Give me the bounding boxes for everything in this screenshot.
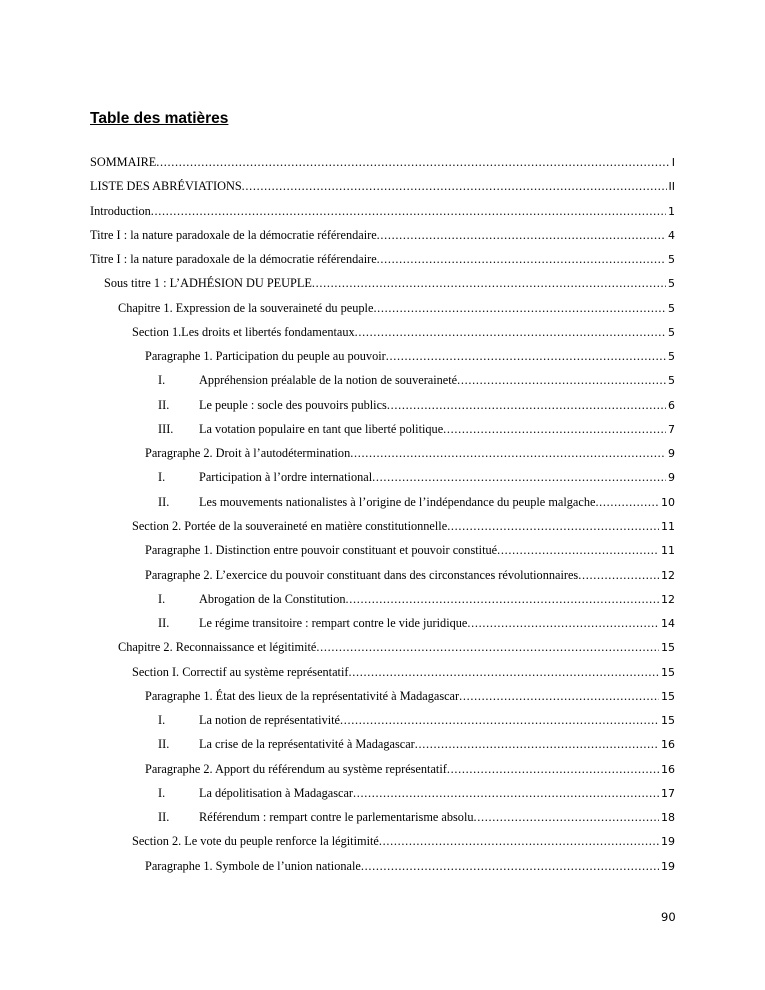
toc-entry[interactable] bbox=[90, 736, 675, 760]
toc-entry-page: 5 bbox=[668, 374, 675, 388]
toc-dot-leader bbox=[353, 785, 659, 802]
toc-entry-label: Paragraphe 2. L’exercice du pouvoir constituant dans des circonstances révolutionnaires bbox=[145, 567, 579, 582]
toc-entry-page: 4 bbox=[668, 228, 675, 242]
table-of-contents bbox=[90, 154, 675, 882]
toc-entry[interactable] bbox=[90, 591, 675, 615]
toc-entry[interactable] bbox=[90, 203, 675, 227]
toc-dot-leader bbox=[373, 300, 666, 317]
toc-entry[interactable] bbox=[90, 348, 675, 372]
toc-entry-label: Paragraphe 1. État des lieux de la représentativité à Madagascar bbox=[145, 688, 460, 703]
toc-entry-label: Chapitre 1. Expression de la souveraineté du peuple bbox=[118, 300, 374, 315]
toc-entry-label: Section 2. Portée de la souveraineté en matière constitutionnelle bbox=[132, 518, 448, 533]
toc-entry-label: Titre I : la nature paradoxale de la démocratie référendaire bbox=[90, 252, 377, 267]
toc-entry-number: II. bbox=[158, 616, 170, 631]
toc-dot-leader bbox=[377, 251, 666, 268]
toc-entry-label: Appréhension préalable de la notion de souveraineté bbox=[199, 373, 458, 388]
toc-entry[interactable] bbox=[90, 567, 675, 591]
toc-entry-page: 11 bbox=[661, 544, 675, 558]
toc-entry-page: 15 bbox=[661, 641, 675, 655]
toc-entry[interactable] bbox=[90, 275, 675, 299]
toc-entry-label: Participation à l’ordre international bbox=[199, 470, 373, 485]
toc-entry-label: Paragraphe 2. Apport du référendum au système représentatif bbox=[145, 761, 447, 776]
page-number: 90 bbox=[661, 910, 676, 924]
toc-entry-page: 6 bbox=[668, 398, 675, 412]
toc-entry-number: II. bbox=[158, 494, 170, 509]
toc-entry-page: II bbox=[668, 180, 675, 194]
toc-dot-leader bbox=[379, 833, 659, 850]
toc-dot-leader bbox=[467, 615, 659, 632]
toc-entry[interactable] bbox=[90, 445, 675, 469]
toc-entry-page: 11 bbox=[661, 519, 675, 533]
toc-dot-leader bbox=[443, 421, 666, 438]
toc-entry-page: 15 bbox=[661, 689, 675, 703]
toc-dot-leader bbox=[459, 688, 659, 705]
toc-dot-leader bbox=[316, 639, 659, 656]
toc-entry-label: Le régime transitoire : rempart contre le vide juridique bbox=[199, 616, 468, 631]
toc-entry[interactable] bbox=[90, 494, 675, 518]
toc-dot-leader bbox=[377, 227, 666, 244]
toc-entry-page: 12 bbox=[661, 592, 675, 606]
page-title: Table des matières bbox=[90, 110, 229, 127]
toc-entry-page: 19 bbox=[661, 835, 675, 849]
toc-entry-label: Section 1.Les droits et libertés fondamentaux bbox=[132, 324, 355, 339]
toc-entry-label: La notion de représentativité bbox=[199, 713, 341, 728]
toc-dot-leader bbox=[457, 372, 666, 389]
toc-entry[interactable] bbox=[90, 178, 675, 202]
toc-entry-label: La crise de la représentativité à Madagascar bbox=[199, 737, 415, 752]
toc-entry[interactable] bbox=[90, 688, 675, 712]
toc-entry[interactable] bbox=[90, 397, 675, 421]
toc-entry-number: II. bbox=[158, 737, 170, 752]
toc-entry-label: La votation populaire en tant que liberté politique bbox=[199, 421, 444, 436]
toc-entry[interactable] bbox=[90, 324, 675, 348]
toc-entry-number: II. bbox=[158, 397, 170, 412]
toc-entry-page: 15 bbox=[661, 665, 675, 679]
toc-entry-number: I. bbox=[158, 713, 166, 728]
toc-entry-page: 17 bbox=[661, 786, 675, 800]
toc-entry[interactable] bbox=[90, 785, 675, 809]
toc-entry-label: Sous titre 1 : L’ADHÉSION DU PEUPLE bbox=[104, 276, 312, 291]
toc-dot-leader bbox=[355, 324, 666, 341]
toc-entry-page: 10 bbox=[661, 495, 675, 509]
toc-entry-label: SOMMAIRE bbox=[90, 155, 157, 169]
toc-entry-label: Section 2. Le vote du peuple renforce la légitimité bbox=[132, 834, 379, 849]
toc-entry-label: Titre I : la nature paradoxale de la démocratie référendaire bbox=[90, 227, 377, 242]
toc-entry[interactable] bbox=[90, 542, 675, 566]
toc-dot-leader bbox=[372, 469, 666, 486]
toc-dot-leader bbox=[578, 567, 659, 584]
toc-entry-page: 18 bbox=[661, 811, 675, 825]
toc-entry-page: 5 bbox=[668, 277, 675, 291]
toc-entry[interactable] bbox=[90, 858, 675, 882]
toc-entry-page: 5 bbox=[668, 325, 675, 339]
toc-entry-label: Section I. Correctif au système représentatif bbox=[132, 664, 349, 679]
toc-entry[interactable] bbox=[90, 518, 675, 542]
toc-entry[interactable] bbox=[90, 300, 675, 324]
toc-dot-leader bbox=[312, 275, 666, 292]
toc-entry-page: 16 bbox=[661, 738, 675, 752]
toc-entry[interactable] bbox=[90, 251, 675, 275]
toc-entry-label: Référendum : rempart contre le parlementarisme absolu bbox=[199, 810, 474, 825]
toc-entry-label: Paragraphe 1. Participation du peuple au pouvoir bbox=[145, 349, 386, 364]
toc-entry-page: 19 bbox=[661, 859, 675, 873]
toc-dot-leader bbox=[447, 518, 659, 535]
toc-entry[interactable] bbox=[90, 833, 675, 857]
toc-entry-page: 15 bbox=[661, 714, 675, 728]
toc-dot-leader bbox=[386, 348, 666, 365]
toc-dot-leader bbox=[348, 664, 659, 681]
toc-entry[interactable] bbox=[90, 712, 675, 736]
toc-entry[interactable] bbox=[90, 761, 675, 785]
toc-dot-leader bbox=[346, 591, 659, 608]
toc-entry[interactable] bbox=[90, 664, 675, 688]
toc-entry-number: I. bbox=[158, 591, 166, 606]
toc-entry[interactable] bbox=[90, 154, 675, 178]
toc-entry[interactable] bbox=[90, 809, 675, 833]
toc-dot-leader bbox=[474, 809, 659, 826]
toc-entry[interactable] bbox=[90, 639, 675, 663]
toc-entry-label: Chapitre 2. Reconnaissance et légitimité bbox=[118, 640, 317, 655]
toc-entry-number: III. bbox=[158, 421, 174, 436]
toc-dot-leader bbox=[595, 494, 659, 511]
toc-entry-page: 5 bbox=[668, 301, 675, 315]
toc-entry-page: 9 bbox=[668, 471, 675, 485]
toc-entry-number: I. bbox=[158, 373, 166, 388]
toc-entry-page: I bbox=[671, 156, 675, 169]
toc-entry-page: 14 bbox=[661, 617, 675, 631]
toc-dot-leader bbox=[361, 858, 659, 875]
toc-entry-page: 7 bbox=[668, 422, 675, 436]
toc-dot-leader bbox=[242, 178, 667, 195]
toc-entry[interactable] bbox=[90, 421, 675, 445]
toc-entry-number: II. bbox=[158, 810, 170, 825]
toc-entry-label: Le peuple : socle des pouvoirs publics bbox=[199, 397, 387, 412]
toc-entry-label: Abrogation de la Constitution bbox=[199, 591, 346, 606]
toc-entry-page: 1 bbox=[668, 204, 675, 218]
toc-entry[interactable] bbox=[90, 615, 675, 639]
toc-entry-label: Introduction bbox=[90, 203, 151, 218]
toc-dot-leader bbox=[387, 397, 666, 414]
toc-dot-leader bbox=[497, 542, 659, 559]
toc-entry-page: 9 bbox=[668, 447, 675, 461]
toc-entry-label: Paragraphe 2. Droit à l’autodétermination bbox=[145, 446, 351, 461]
toc-entry-label: Les mouvements nationalistes à l’origine de l’indépendance du peuple malgache bbox=[199, 494, 596, 509]
toc-entry[interactable] bbox=[90, 227, 675, 251]
toc-entry-label: Paragraphe 1. Symbole de l’union nationale bbox=[145, 858, 361, 873]
toc-entry-page: 5 bbox=[668, 253, 675, 267]
toc-entry-page: 12 bbox=[661, 568, 675, 582]
toc-entry-number: I. bbox=[158, 785, 166, 800]
toc-entry-page: 16 bbox=[661, 762, 675, 776]
toc-dot-leader bbox=[350, 445, 666, 462]
toc-entry-number: I. bbox=[158, 470, 166, 485]
toc-entry[interactable] bbox=[90, 469, 675, 493]
toc-entry-label: Paragraphe 1. Distinction entre pouvoir constituant et pouvoir constitué bbox=[145, 543, 498, 558]
toc-entry-page: 5 bbox=[668, 350, 675, 364]
toc-dot-leader bbox=[156, 154, 669, 171]
toc-entry-label: La dépolitisation à Madagascar bbox=[199, 785, 353, 800]
toc-dot-leader bbox=[151, 203, 666, 220]
toc-entry-label: LISTE DES ABRÉVIATIONS bbox=[90, 179, 242, 194]
toc-entry[interactable] bbox=[90, 372, 675, 396]
toc-dot-leader bbox=[415, 736, 659, 753]
toc-dot-leader bbox=[340, 712, 659, 729]
toc-dot-leader bbox=[447, 761, 659, 778]
